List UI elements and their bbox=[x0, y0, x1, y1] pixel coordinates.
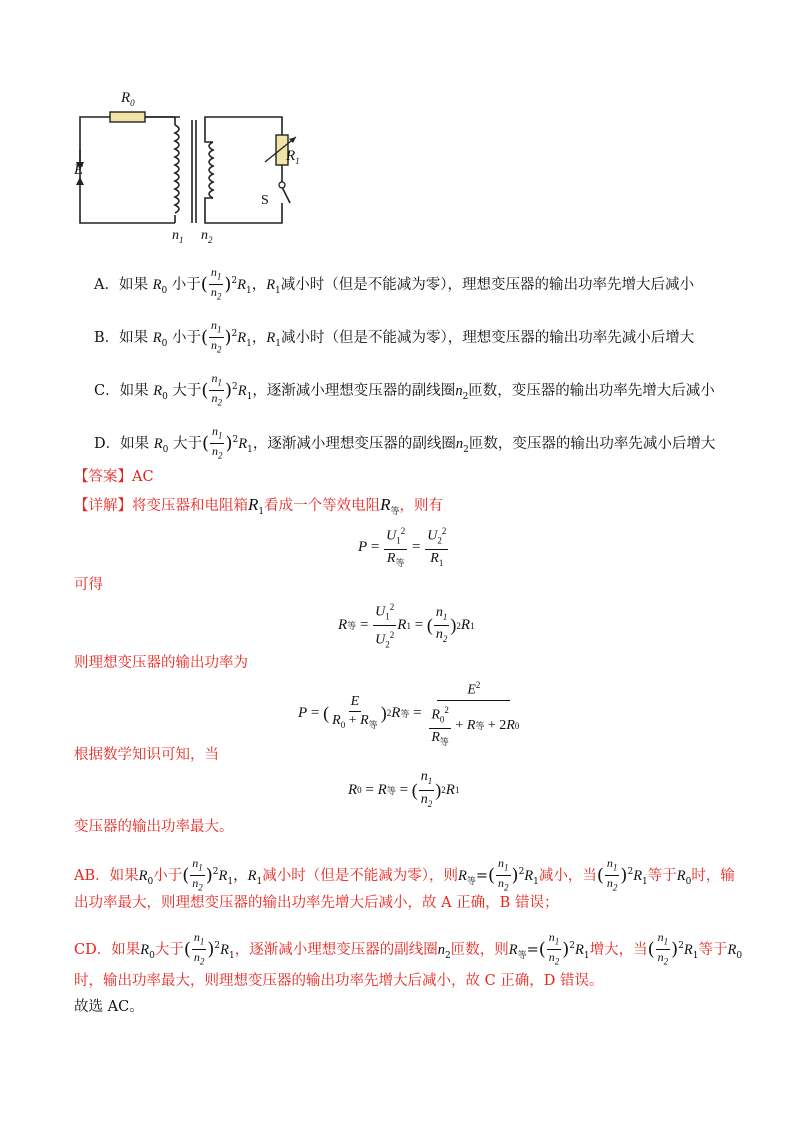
ab-analysis-line2: 出功率最大，则理想变压器的输出功率先增大后减小，故 A 正确，B 错误； bbox=[74, 895, 559, 911]
equation-4: R 0 = R 等 = ( $\frac{n_1}{n_2}$ ) 2 R 1 bbox=[348, 769, 460, 809]
detail-intro: 【详解】将变压器和电阻箱$R_1$看成一个等效电阻$R_等$，则有 bbox=[74, 495, 444, 517]
equation-2: R 等 = $\frac{U_1^2}{U_2^2}$ R 1 = ( $\frac{n_1}{n_2}$ ) 2 R 1 bbox=[338, 598, 475, 654]
equation-1: P = $\frac{U_1^2}{R_等}$ = $\frac{U_2^2}{R_1}$ bbox=[358, 522, 449, 572]
cd-analysis-line2: 时，输出功率最大，则理想变压器的输出功率先增大后减小，故 C 正确，D 错误。 bbox=[74, 973, 604, 989]
equation-3: P = ( $\frac{E}{R_0 + R_等}$ ) 2 R 等 = $E^2$ $\frac{R_0^2}{R_等}$ + R 等 + 2 R 0 bbox=[298, 676, 522, 751]
label-n2: $n_2$ bbox=[201, 228, 213, 245]
max-power: 变压器的输出功率最大。 bbox=[74, 819, 234, 835]
label-r0: $R_0$ bbox=[121, 90, 135, 108]
label-s: S bbox=[261, 193, 269, 208]
label-n1: $n_1$ bbox=[172, 228, 184, 245]
can-get: 可得 bbox=[74, 577, 103, 593]
option-d: D．如果 $R_0$ 大于( $\frac{n_1}{n_2}$ )$^2R_1$，逐渐减小理想变压器的副线圈$n_2$匝数，变压器的输出功率先减小后增大 bbox=[94, 424, 716, 461]
by-math: 根据数学知识可知，当 bbox=[74, 747, 219, 763]
label-r1: $R_1$ bbox=[286, 148, 300, 166]
power-is: 则理想变压器的输出功率为 bbox=[74, 655, 248, 671]
ab-analysis-line1: AB．如果$R_0$小于( $\frac{n_1}{n_2}$ )$^2R_1$，$R_1$减小时（但是不能减为零），则$R_等=$( $\frac{n_1}{n_2}$ )$^2R_1$减小，当( $\frac{n_1}{n_2}$ )$^2R_1$等于$R_0$时，输 bbox=[74, 856, 735, 893]
label-e: E bbox=[74, 162, 84, 178]
option-a: A．如果 $R_0$ 小于( $\frac{n_1}{n_2}$ )$^2R_1$，$R_1$减小时（但是不能减为零），理想变压器的输出功率先增大后减小 bbox=[94, 265, 695, 302]
option-b: B．如果 $R_0$ 小于( $\frac{n_1}{n_2}$ )$^2R_1$，$R_1$减小时（但是不能减为零），理想变压器的输出功率先减小后增大 bbox=[94, 318, 695, 355]
final-choice: 故选 AC。 bbox=[74, 999, 144, 1015]
cd-analysis-line1: CD．如果$R_0$大于( $\frac{n_1}{n_2}$ )$^2R_1$，逐渐减小理想变压器的副线圈$n_2$匝数，则$R_等=$( $\frac{n_1}{n_2}$ )$^2R_1$增大，当( $\frac{n_1}{n_2}$ )$^2R_1$等于$R_0$ bbox=[74, 930, 743, 967]
circuit-diagram bbox=[60, 90, 310, 250]
option-c: C．如果 $R_0$ 大于( $\frac{n_1}{n_2}$ )$^2R_1$，逐渐减小理想变压器的副线圈$n_2$匝数，变压器的输出功率先增大后减小 bbox=[94, 371, 715, 408]
answer-line: 【答案】AC bbox=[74, 469, 154, 485]
